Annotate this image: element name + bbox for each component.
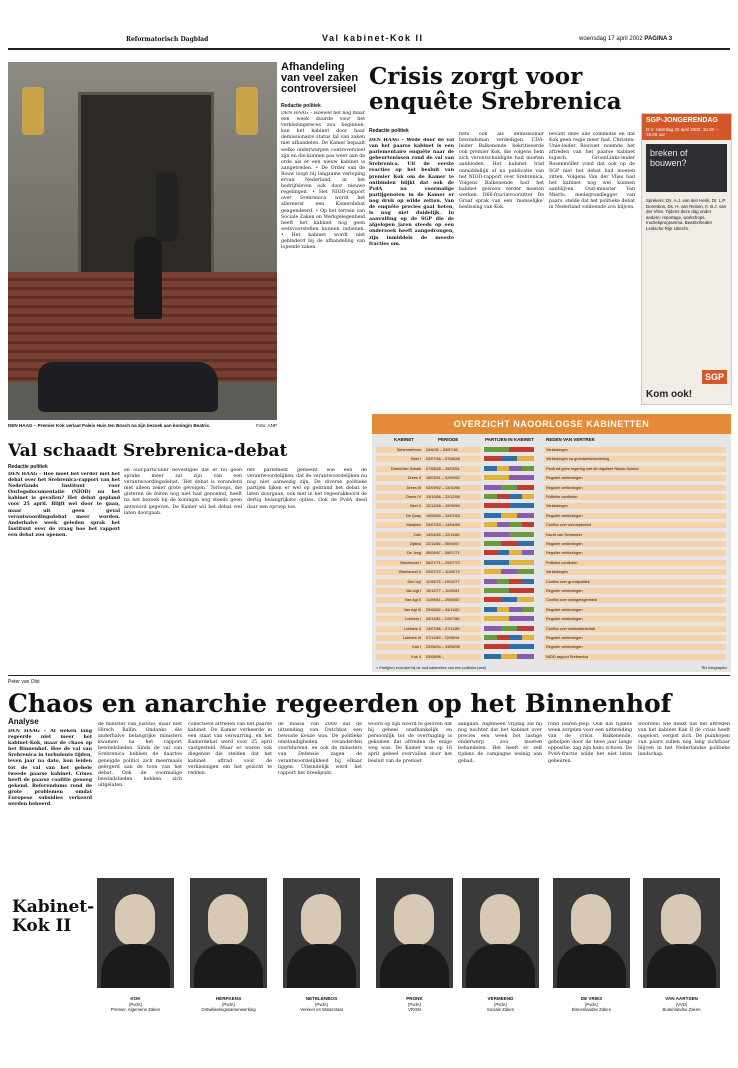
party-bar	[484, 541, 539, 546]
party-bar	[484, 532, 539, 537]
kabinet-name: Kok I	[376, 644, 423, 650]
table-row	[372, 607, 731, 613]
section2-byline: Redactie politiek	[8, 464, 48, 470]
kabinet-period: 24/6/45 – 03/07/46	[424, 447, 481, 453]
kabinet-reason: Conflict over grondpolitiek	[544, 579, 726, 585]
kabinet-period: 05/04/67 – 06/07/71	[424, 550, 481, 556]
kabinet-name: Den Uyl	[376, 579, 423, 585]
party-bar	[484, 579, 539, 584]
kabinet-reason: Regulier verkiezingen	[544, 550, 726, 556]
sgp-advertisement[interactable]	[641, 113, 732, 405]
table-row	[372, 475, 731, 481]
minister-portrait	[462, 878, 539, 988]
table-row	[372, 588, 731, 594]
minister-post: Buitenlandse Zaken	[662, 1007, 701, 1012]
kabinet-period: 24/07/63 – 14/04/65	[424, 522, 481, 528]
kabinet-period: 11/05/73 – 19/12/77	[424, 579, 481, 585]
table-credit: RD Infographic	[701, 666, 727, 670]
table-row	[372, 569, 731, 575]
party-bar	[484, 654, 539, 659]
kabinet-name: Beel II	[376, 503, 423, 509]
table-row	[372, 447, 731, 453]
minister-name: HERFKENS	[215, 996, 242, 1001]
table-row	[372, 513, 731, 519]
kabinet-period: 14/07/86 – 07/11/89	[424, 626, 481, 632]
minister-name: KOK	[130, 996, 141, 1001]
minister-post: Binnenlandse Zaken	[571, 1007, 612, 1012]
minister-caption	[93, 996, 178, 1013]
kabinet-name: Drees IV	[376, 494, 423, 500]
kabinet-reason: Regulier verkiezingen	[544, 635, 726, 641]
table-row	[372, 616, 731, 622]
kabinet-name: Beel I	[376, 456, 423, 462]
newspaper-name: Reformatorisch Dagblad	[126, 36, 209, 43]
kabinet-name: Lubbers III	[376, 635, 423, 641]
photo-caption: DEN HAAG – Premier Kok verlaat Paleis Huis ten Bosch na zijn bezoek aan koningin Beatrix. Foto: ANP	[8, 423, 277, 428]
sidebar-byline: Redactie politiek	[281, 103, 321, 109]
kabinet-period: 15/03/51 – 02/09/52	[424, 475, 481, 481]
main-text-col3: bevant deze alle commotie en dat Kok geen regie meer had. Christen-Unie-leider Rouvoet noemde het aftreden van het paarse kabinet logisch. GroenLinks-leider Rosenmöller vond dat ook op de SGP niet het debat had moeten zitten. Volgens Van der Vlies had het kabinet nog wel kunnen aanblijven. Oud-minister Van Mierlo, medegrondlegger van paars, stelde dat het politieke debat in Nederland voldoende zou blijven.	[549, 132, 635, 211]
kabinet-reason: NIOD-rapport Srebrenica	[544, 654, 726, 660]
table-row	[372, 541, 731, 547]
sidebar-text: DEN HAAG – Hoewel het nog maar een week duurde voor het verkiezingsreces zou beginnen, kan het kabinet door haar demissionaire status tal van zaken niet afhandelen. De Kamer bepaalt welke onderwerpen controversieel zijn en die kunnen pas weer aan de orde als er een nieuw kabinet is aangetreden. • De Order van de Bouw loopt bij langzame verloping ervan Nederland, in het bedrijfsleven ook door nieuwe regelingen. • Het NIOD-rapport over Srebrenica wordt het allereerst een Kamerdebat geagendeerd. • Op het terrein van Sociale Zaken en Werkgelegenheid heeft het kabinet nog geen wetsvoorstellen kunnen indienen. • Het kabinet wordt niet gehinderd bij de afhandeling van lopende zaken.	[281, 111, 365, 251]
party-bar	[484, 635, 539, 640]
kabinet-period: 07/08/48 – 15/03/51	[424, 466, 481, 472]
col-periode: PERIODE	[438, 437, 459, 442]
table-row	[372, 456, 731, 462]
kabinet-reason: Conflict over reiskostenforfait	[544, 626, 726, 632]
kabinet-reason: Regulier verkiezingen	[544, 475, 726, 481]
party-bar	[484, 626, 539, 631]
minister-portrait	[376, 878, 453, 988]
minister-name: VAN AARTSEN	[665, 996, 698, 1001]
party-bar	[484, 503, 539, 508]
party-bar	[484, 616, 539, 621]
analysis-headline: Chaos en anarchie regeerden op het Binnenhof	[8, 689, 672, 718]
col-reden: REDEN VAN VERTREK	[546, 437, 595, 442]
kabinet-reason: Verkiezingen	[544, 447, 726, 453]
kabinet-reason: Regulier verkiezingen	[544, 588, 726, 594]
kabinet-reason: Regulier verkiezingen	[544, 541, 726, 547]
minister-party: (PvdA)	[493, 1001, 508, 1007]
col-partijen: PARTIJEN IN KABINET	[485, 437, 534, 442]
main-text-col1: DEN HAAG – Wede door de val van het paarse kabinet is een parlementaire enquête naar de gebeurtenissen rond de val van Srebrenica. Uit de eerste reacties op het besluit van premier Kok om de Kamer te ontbinden blijkt dat ook de PvdA na voormalige partijgenoten in de Kamer er nog druk op wilde zetten. Van de enquête precies gaat heten, is nog niet duidelijk. In aanvulling op de SGP die de afgelopen jaren steeds op een onderzoek heeft aangedrongen, zijn inmiddels de meeste fracties om.	[369, 138, 454, 247]
kabinet-period: 13/10/56 – 22/12/58	[424, 494, 481, 500]
kabinet-reason: Regulier verkiezingen	[544, 513, 726, 519]
table-row	[372, 644, 731, 650]
analysis-text-col4: de massa van 2000 dat de uitzending van Dutchbat een bewuste keuze was. De politieke omstandigheden veranderden voortdurend, en ook de ministers van Defensie zagen de verantwoordelijkheid bij elkaar liggen. Uiteindelijk werd het rapport het breekpunt.	[278, 722, 362, 776]
kabinet-period: 11/09/81 – 29/05/82	[424, 597, 481, 603]
table-row	[372, 560, 731, 566]
main-text-col2: fiets ook als demissionair bewindsman verdedigen. CDA-leider Balkenende bekritiseerde ook premier Kok, die volgens hem zich verontschuldigde had moeten aanbieden. Het kabinet trad onmiddellijk af na publicatie van het NIOD-rapport over Srebrenica. Volgens Balkenende had het kabinet gewoon verder moeten werken. D66-fractievoorzitter De Graaf sprak van een ‘menselijke’ beslissing van Kok.	[459, 132, 544, 211]
news-photo	[8, 62, 277, 420]
minister-name: PRONK	[406, 996, 423, 1001]
party-bar	[484, 447, 539, 452]
kabinet-period: 06/07/71 – 20/07/72	[424, 560, 481, 566]
kabinet-reason: Regulier verkiezingen	[544, 485, 726, 491]
minister-portrait	[97, 878, 174, 988]
minister-party: (PvdA)	[314, 1001, 329, 1007]
minister-post: VROM	[408, 1007, 421, 1012]
kabinet-name: Schermerhorn	[376, 447, 423, 453]
table-row	[372, 503, 731, 509]
party-bar	[484, 466, 539, 471]
kabinet-reason: Conflict over werkgelegenheid	[544, 597, 726, 603]
ad-banner: breken of bouwen?	[646, 144, 727, 192]
party-bar	[484, 560, 539, 565]
minister-party: (VVD)	[675, 1001, 688, 1007]
minister-post: Ontwikkelingssamenwerking	[201, 1007, 256, 1012]
section2-text-col3: het parlement gemeent wie een de verantwoordelijken, dat de verantwoordelijken nu nog niet aanwezig zijn. De diverse politieke partijen lijken er wel op gebrand het debat te laten doorgaan, ook met in het regeerakkoord de dertig belangrijkste opties. Ook de PvdA deed daar een oproep toe.	[247, 468, 367, 510]
table-row	[372, 635, 731, 641]
kabinet-name: De Jong	[376, 550, 423, 556]
minister-name: DE VRIES	[580, 996, 603, 1001]
kabinet-headline: Kabinet-Kok II	[12, 897, 95, 936]
table-row	[372, 466, 731, 472]
party-bar	[484, 607, 539, 612]
table-row	[372, 550, 731, 556]
party-bar	[484, 494, 539, 499]
kabinet-reason: Politieke conflicten	[544, 560, 726, 566]
party-bar	[484, 485, 539, 490]
kabinet-reason: Verkiezingen	[544, 503, 726, 509]
table-row	[372, 485, 731, 491]
kabinet-name: Drees III	[376, 485, 423, 491]
minister-party: (PvdA)	[221, 1001, 236, 1007]
kabinet-period: 22/11/66 – 05/04/67	[424, 541, 481, 547]
party-bar	[484, 597, 539, 602]
kabinet-period: 14/04/65 – 22/11/66	[424, 532, 481, 538]
section2-headline: Val schaadt Srebrenica-debat	[8, 441, 288, 461]
minister-post: Premier, Algemene Zaken	[110, 1007, 161, 1012]
kabinet-name: Marijnen	[376, 522, 423, 528]
kabinet-period: 03/07/46 – 07/08/48	[424, 456, 481, 462]
minister-caption	[549, 996, 634, 1013]
kabinet-name: Van Agt II	[376, 597, 423, 603]
table-row	[372, 579, 731, 585]
analysis-label: Analyse	[8, 717, 39, 726]
minister-party: (PvdA)	[407, 1001, 422, 1007]
table-row	[372, 532, 731, 538]
section-title: Val kabinet-Kok II	[322, 33, 424, 43]
kabinet-name: Lubbers II	[376, 626, 423, 632]
kabinet-name: De Quay	[376, 513, 423, 519]
sidebar-headline: Afhandeling van veel zaken controversieel	[281, 61, 359, 95]
kabinet-period: 22/08/94 – 03/08/98	[424, 644, 481, 650]
kabinetten-overview	[372, 414, 731, 672]
kabinet-name: Van Agt III	[376, 607, 423, 613]
party-bar	[484, 569, 539, 574]
analysis-text-col3: collectieve aftreden van het paarse kabinet. De Kamer verkeerde in een staat van verwarring, en het Kamerdebat werd voor 25 april vastgesteld. Maar er waren ook diegenen die stelden dat het kabinet aftrad voor de verkiezingen om het gezicht te redden.	[188, 722, 272, 776]
analysis-text-col5: woord op zijn woord te geloven dat hij geheel onafhankelijk en persoonlijk tot de overtuiging is gekomen dat aftreden de enige weg was. De Kamer was op 16 april geheel overvallen door het besluit van de premier.	[368, 722, 452, 764]
kabinet-period: 20/07/72 – 11/05/73	[424, 569, 481, 575]
minister-caption	[458, 996, 543, 1013]
minister-portrait	[283, 878, 360, 988]
minister-party: (PvdA)	[128, 1001, 143, 1007]
section2-text-col1: DEN HAAG – Hoe moet het verder met het debat over het Srebrenica-rapport van het Nederlands Instituut voor Oorlogsdocumentatie (NIOD) nu het kabinet is gevallen? Het debat gepland voor 25 april. Blijft wel door te gaan, maar uit geen geval verantwoordingsdebat meer worden. Anderhalve week geleden sprak het Instituut over de vraag hoe het rapport een debat zou openen.	[8, 472, 120, 538]
kabinet-period: 19/05/59 – 24/07/63	[424, 513, 481, 519]
analysis-text-col7: rond Haren-Jeep. Ook dat tijdens week zorgden voor een uitbreiding van de crisis. Balkenende, geholpen door de twee jaar lange oppositie, zag zijn kans schoon. De PvdA-fractie wilde het niet laten gebeuren.	[548, 722, 632, 764]
party-bar	[484, 550, 539, 555]
section-rule	[8, 675, 730, 676]
kabinet-name: Drees II	[376, 475, 423, 481]
kabinet-reason: Politieke conflicten	[544, 494, 726, 500]
party-bar	[484, 475, 539, 480]
minister-caption	[639, 996, 724, 1013]
kabinet-name: Kok II	[376, 654, 423, 660]
analysis-text-col2: de minister van Justitie, maar niet Hirsch Ballin. Ondanks die anderhalve belangrijke ministers kwamen na het rapport bewindslieden. Sinds de val van Srebrenica hebben de daartoe geneigde politici zich meermaals geërgerd aan de toon van het debat. Ook de voormalige bewindslieden hebben zich uitgelaten.	[98, 722, 182, 788]
analysis-text-col6: aangaan. Algemeen vrijdag zal hij nog nochter dat het kabinet over precies een week het lastige onderwerp zou moeten behandelen. Het heeft er zelf tijdens de campagne weinig aan gehad.	[458, 722, 542, 764]
ad-body: Sprekers: Ds. A.J. van den Herik, Dr. L.P. Dorenbos, Ds. H. van Reisen, Ir. B.J. van der Vlies. Tijdens deze dag onder andere: reportage, workshops, muziekprogramma. Beatrixtheater Leidsche Rijn Utrecht.	[646, 198, 727, 231]
party-bar	[484, 588, 539, 593]
minister-caption	[372, 996, 457, 1013]
section2-text-col2: en oud-particulier bevestigde dat er nu geen sprake meer zal zijn van een verantwoordingsdebat. ‘Het debat is veranderd met alleen zeker grote gevolgen.’ Terloops, die gisteren de feiten nog niet had genoemd, heeft na het bezoek bij de koningin nog steeds geen antwoord gegeven. De Kamer wil het debat wel laten doorgaan.	[124, 468, 242, 516]
kabinet-period: 02/09/52 – 13/10/56	[424, 485, 481, 491]
kabinet-reason: PvdA wil geen regering met de reguliere Nieuw-Guinea	[544, 466, 726, 472]
minister-name: NETELENBOS	[305, 996, 338, 1001]
date-line: woensdag 17 april 2002 PAGINA 3	[579, 36, 673, 42]
kabinet-reason: Verkiezingen na grondwetsherziening	[544, 456, 726, 462]
minister-portrait	[553, 878, 630, 988]
table-row	[372, 597, 731, 603]
table-row	[372, 654, 731, 660]
party-bar	[484, 513, 539, 518]
party-bar	[484, 522, 539, 527]
kabinet-reason: Regulier verkiezingen	[544, 644, 726, 650]
minister-caption	[186, 996, 271, 1013]
kabinet-name: Cals	[376, 532, 423, 538]
kabinet-name: Van Agt I	[376, 588, 423, 594]
kabinet-name: Drees/Van Schaik	[376, 466, 423, 472]
table-row	[372, 522, 731, 528]
ad-slogan: Kom ook!	[646, 389, 693, 400]
minister-name: VERMEEND	[487, 996, 514, 1001]
kabinet-period: 19/12/77 – 11/09/81	[424, 588, 481, 594]
minister-caption	[279, 996, 364, 1013]
party-bar	[484, 644, 539, 649]
minister-portrait	[643, 878, 720, 988]
table-title: OVERZICHT NAOORLOGSE KABINETTEN	[372, 414, 731, 434]
minister-party: (PvdA)	[584, 1001, 599, 1007]
ad-title: SGP-JONGERENDAG	[642, 114, 731, 127]
kabinet-period: 07/11/89 – 22/08/94	[424, 635, 481, 641]
col-kabinet: KABINET	[394, 437, 414, 442]
header-rule	[8, 48, 730, 50]
kabinet-reason: Conflict over omroepbeleid	[544, 522, 726, 528]
analysis-byline: Peter van Olst	[8, 679, 40, 685]
table-footnote: = Partij(en) exclusief bij de oud-kabinetten van een politieke partij	[376, 666, 486, 670]
kabinet-period: 29/05/82 – 04/11/82	[424, 607, 481, 613]
kabinet-reason: Nacht van Schmelzer	[544, 532, 726, 538]
kabinet-name: Biesheuvel II	[376, 569, 423, 575]
kabinet-name: Biesheuvel I	[376, 560, 423, 566]
kabinet-name: Lubbers I	[376, 616, 423, 622]
main-byline: Redactie politiek	[369, 128, 409, 134]
kabinet-name: Zijlstra	[376, 541, 423, 547]
table-row	[372, 494, 731, 500]
kabinet-period: 03/08/98 –	[424, 654, 481, 660]
minister-post: Verkeer en Waterstaat	[300, 1007, 343, 1012]
kabinet-reason: Verkiezingen	[544, 569, 726, 575]
sgp-logo: SGP	[702, 370, 727, 384]
ad-subtitle: D.V. zaterdag 20 april 2002, 10.00 – 16.00 uur	[642, 127, 731, 140]
minister-portrait	[190, 878, 267, 988]
kabinet-period: 22/12/58 – 19/05/59	[424, 503, 481, 509]
analysis-text-col1: DEN HAAG – Al weken lang regeerde niet meer het kabinet-Kok, maar de chaos op het Binnenhof. Hoe de val van Srebrenica in turbulente tijden, leven jaar na dato, kon leiden tot de val van het gehele tweede paarse kabinet. Crises heeft de paarse coalitie genoeg gekend. Referendums rond de grote problemen omdat Europese subsidies verkeerd werden beheerd.	[8, 729, 92, 808]
kabinet-period: 04/11/82 – 14/07/86	[424, 616, 481, 622]
main-headline: Crisis zorgt voor enquête Srebrenica	[369, 63, 622, 115]
kabinet-reason: Regulier verkiezingen	[544, 616, 726, 622]
party-bar	[484, 456, 539, 461]
minister-post: Sociale Zaken	[486, 1007, 515, 1012]
table-row	[372, 626, 731, 632]
analysis-text-col8: woorden: wie denkt dat het aftreden van het kabinet Kok II de crisis heeft opgelost, vergist zich. De puinhopen van paars zullen nog lang zichtbaar blijven in het Nederlandse politieke landschap.	[638, 722, 730, 758]
kabinet-reason: Regulier verkiezingen	[544, 607, 726, 613]
